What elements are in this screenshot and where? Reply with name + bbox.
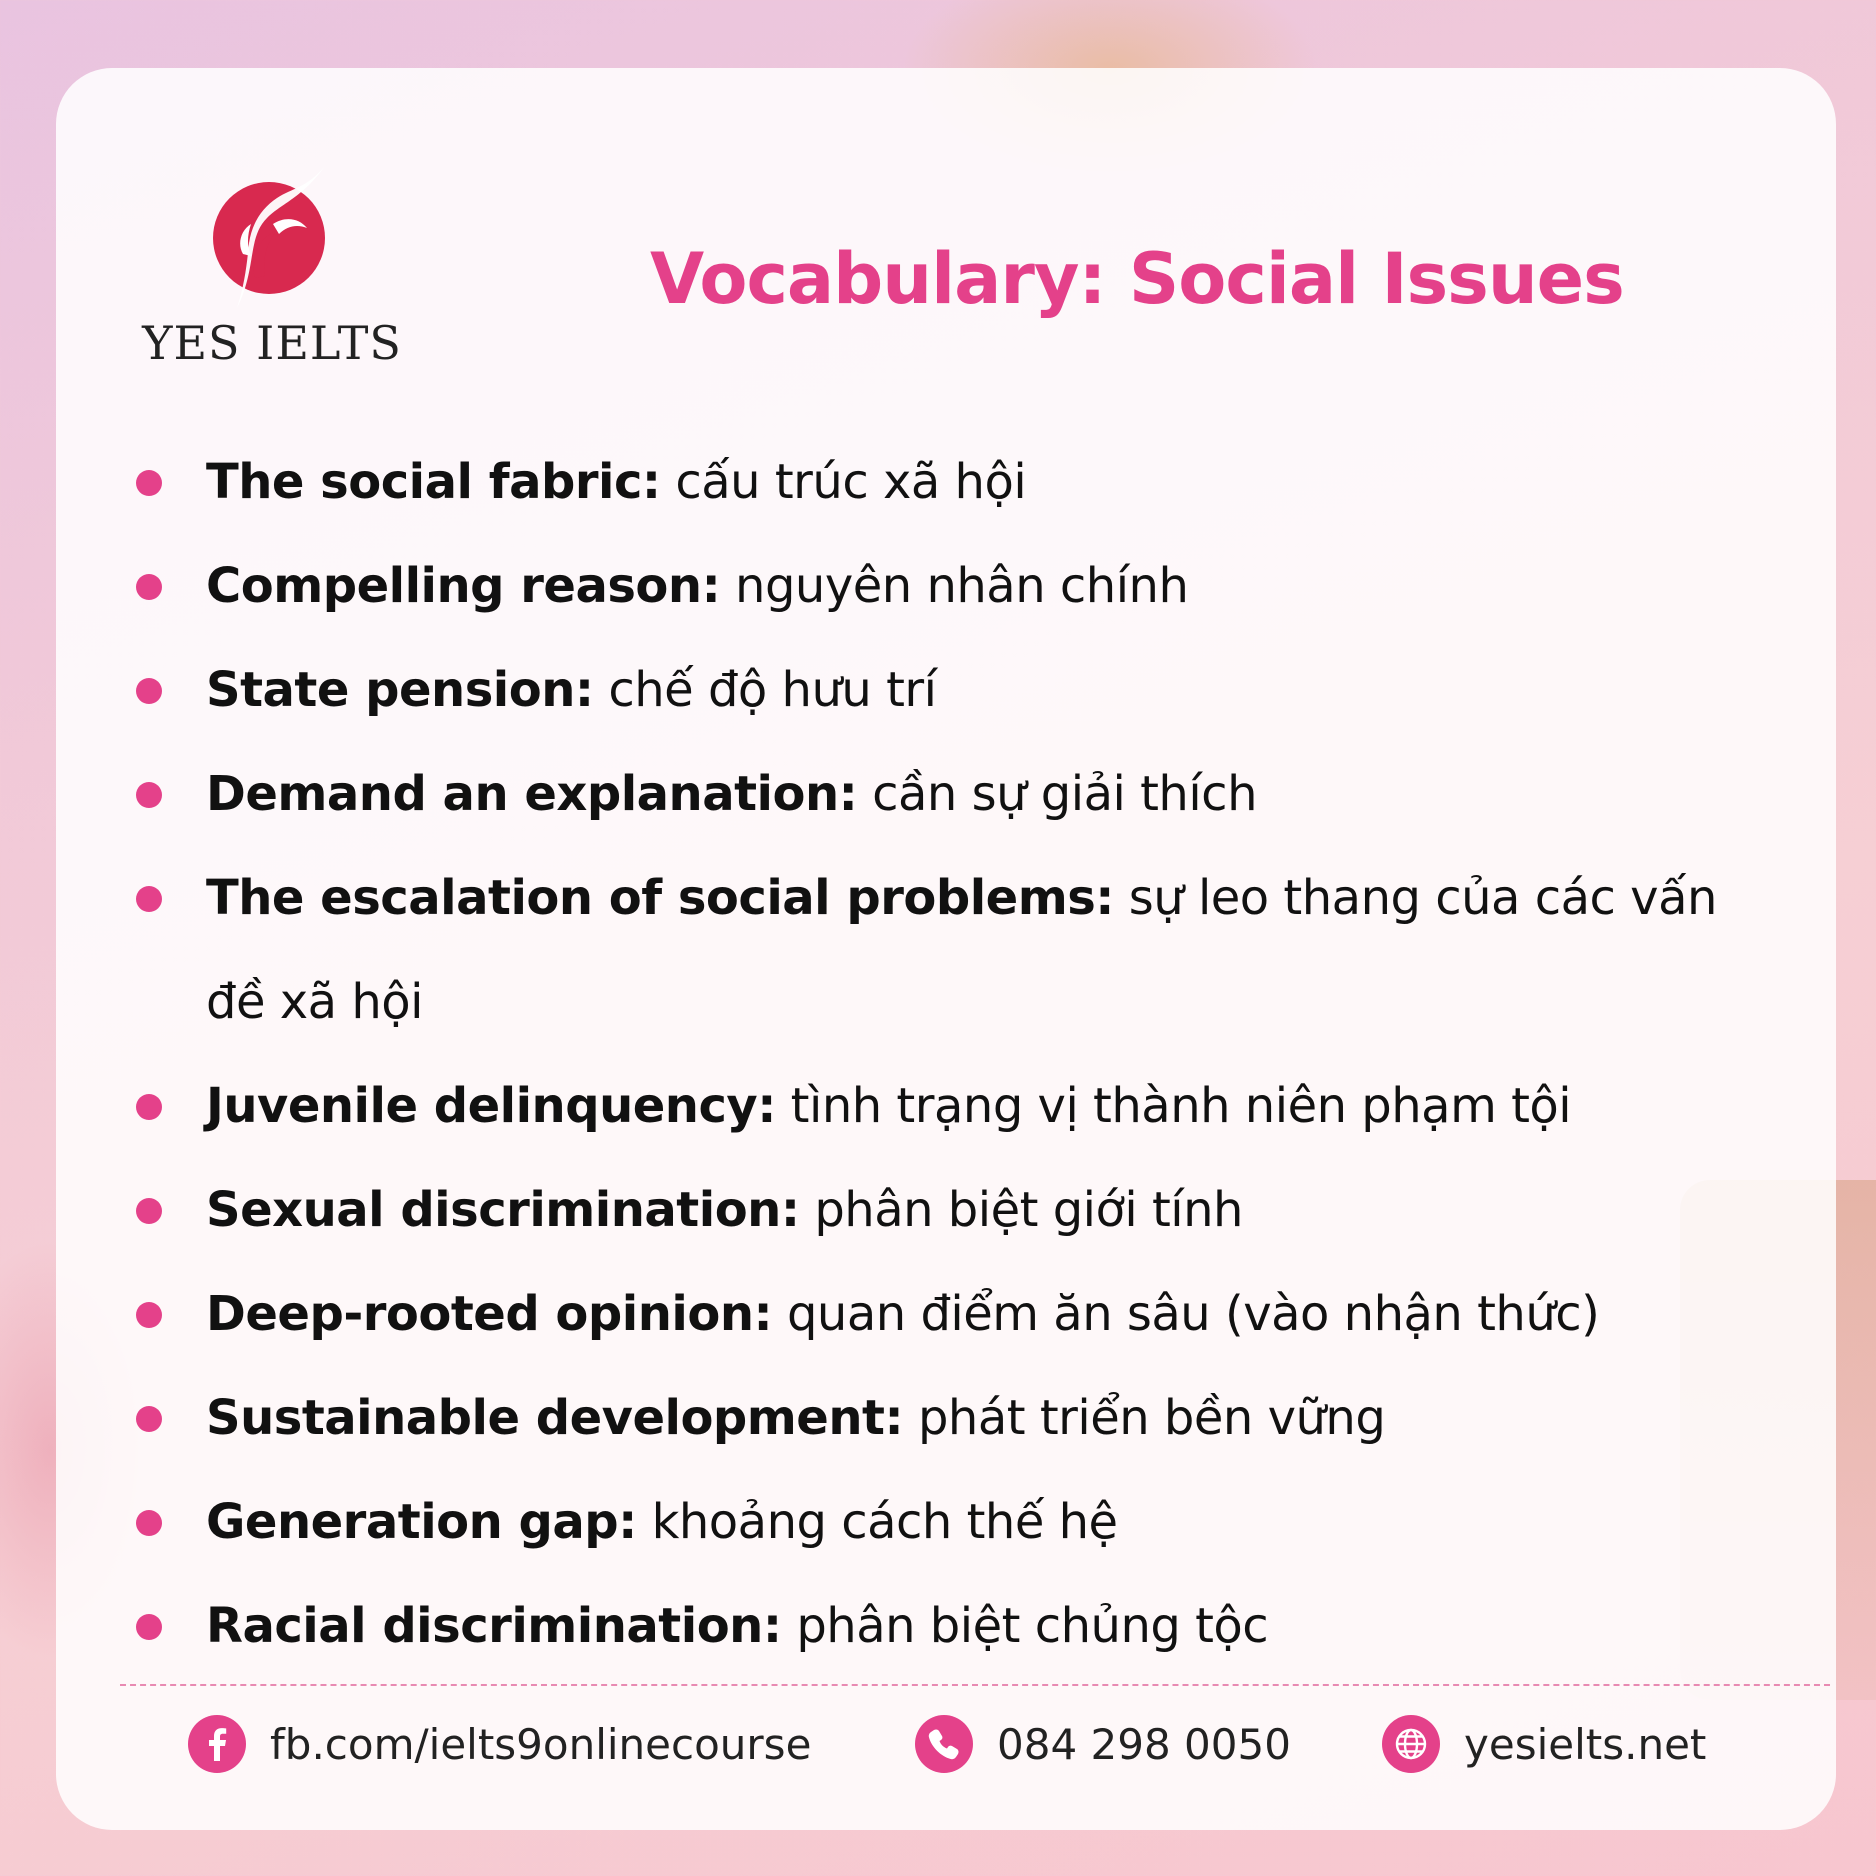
vocab-term: Deep-rooted opinion: [206,1286,773,1342]
vocab-term: The social fabric: [206,454,661,510]
vocab-term: Sexual discrimination: [206,1182,800,1238]
facebook-url: fb.com/ielts9onlinecourse [270,1719,812,1769]
vocab-term: State pension: [206,662,594,718]
vocab-term: Compelling reason: [206,558,721,614]
vocab-term: Sustainable development: [206,1390,904,1446]
vocab-definition: phân biệt chủng tộc [796,1598,1269,1654]
list-item [132,1054,1772,1158]
vocab-definition: phát triển bền vững [917,1390,1386,1446]
list-item [132,742,1772,846]
bullet-icon [136,1614,162,1640]
bullet-icon [136,1094,162,1120]
bullet-icon [136,886,162,912]
bullet-icon [136,1302,162,1328]
bullet-icon [136,574,162,600]
globe-icon [1382,1715,1440,1773]
vocab-term: Juvenile delinquency: [206,1078,776,1134]
vocab-definition: phân biệt giới tính [814,1182,1243,1238]
website-url: yesielts.net [1464,1719,1707,1769]
list-item [132,534,1772,638]
bullet-icon [136,1406,162,1432]
vocab-term: Demand an explanation: [206,766,858,822]
list-item [132,430,1772,534]
vocab-definition: nguyên nhân chính [735,558,1189,614]
bullet-icon [136,470,162,496]
bullet-icon [136,782,162,808]
vocab-definition: tình trạng vị thành niên phạm tội [790,1078,1572,1134]
page-title: Vocabulary: Social Issues [650,238,1624,320]
phoenix-logo-icon [207,158,337,308]
vocabulary-list [132,430,1772,1678]
vocab-definition: khoảng cách thế hệ [651,1494,1118,1550]
footer-divider [120,1684,1830,1686]
vocab-term: Generation gap: [206,1494,637,1550]
facebook-link[interactable] [188,1712,811,1776]
bullet-icon [136,1198,162,1224]
brand-logo [132,158,412,370]
list-item [132,1262,1772,1366]
list-item [132,638,1772,742]
phone-number: 084 298 0050 [997,1719,1291,1769]
list-item [132,1470,1772,1574]
website-link[interactable] [1382,1712,1706,1776]
phone-icon [915,1715,973,1773]
vocab-definition: chế độ hưu trí [608,662,937,718]
vocab-definition: cấu trúc xã hội [675,454,1027,510]
phone-link[interactable] [915,1712,1291,1776]
list-item [132,1158,1772,1262]
list-item [132,1574,1772,1678]
vocab-definition: sự leo thang của các vấn đề xã hội [206,870,1717,1030]
vocab-definition: quan điểm ăn sâu (vào nhận thức) [786,1286,1600,1342]
brand-name: YES IELTS [142,316,402,370]
bullet-icon [136,1510,162,1536]
vocab-term: Racial discrimination: [206,1598,782,1654]
list-item [132,846,1772,1054]
list-item [132,1366,1772,1470]
vocab-term: The escalation of social problems: [206,870,1114,926]
vocab-definition: cần sự giải thích [872,766,1257,822]
bullet-icon [136,678,162,704]
facebook-icon [188,1715,246,1773]
